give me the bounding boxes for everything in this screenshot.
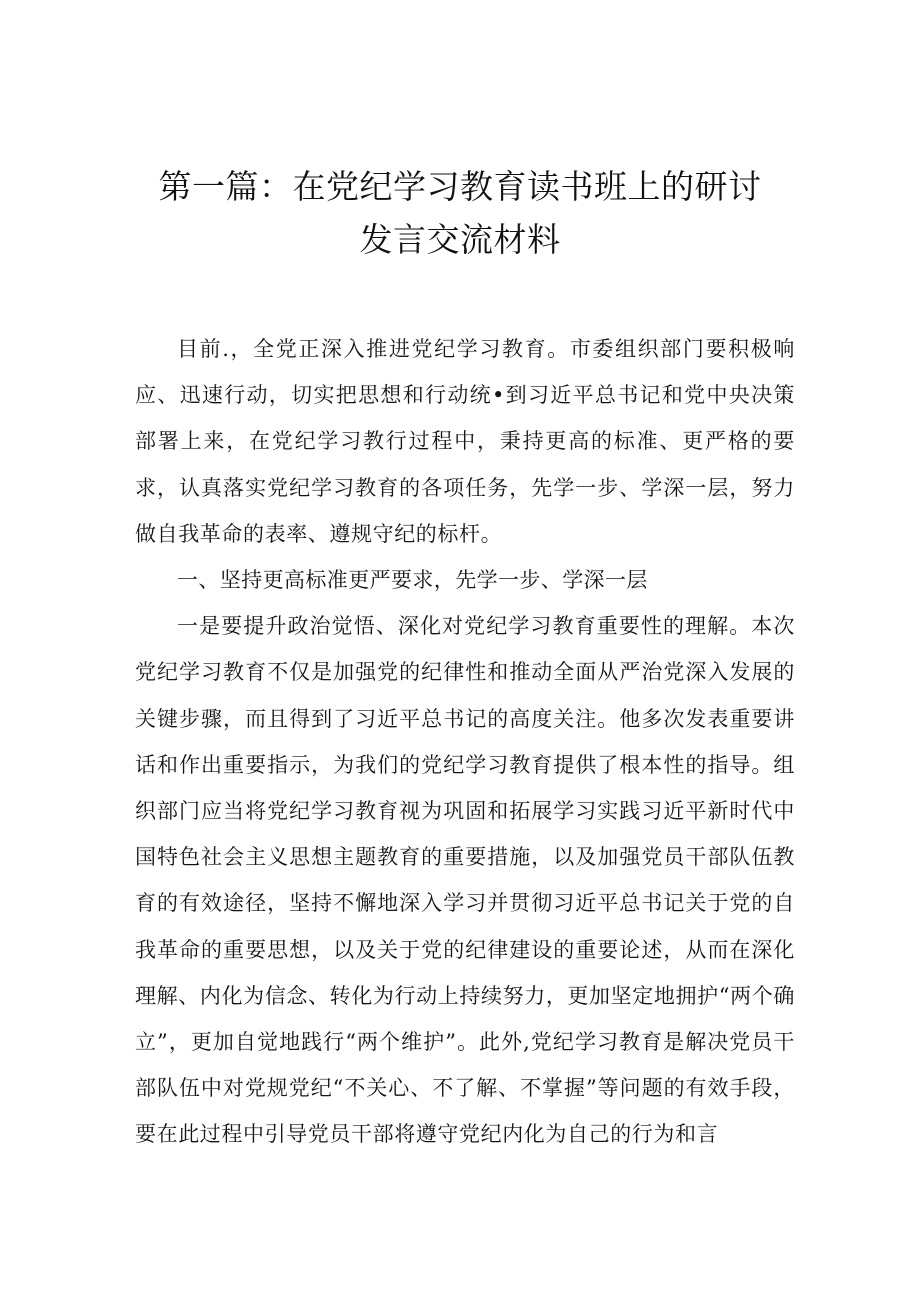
paragraph-section-1: 一是要提升政治觉悟、深化对党纪学习教育重要性的理解。本次党纪学习教育不仅是加强党的纪律性和推动全面从严治党深入发展的关键步骤，而且得到了习近平总书记的高度关注。他多次发表重要讲话和作出重要指示，为我们的党纪学习教育提供了根本性的指导。组织部门应当将党纪学习教育视为巩固和拓展学习实践习近平新时代中国特色社会主义思想主题教育的重要措施，以及加强党员干部队伍教育的有效途径，坚持不懈地深入学习并贯彻习近平总书记关于党的自我革命的重要思想，以及关于党的纪律建设的重要论述，从而在深化理解、内化为信念、转化为行动上持续努力，更加坚定地拥护“两个确立”，更加自觉地践行“两个维护”。此外,党纪学习教育是解决党员干部队伍中对党规党纪“不关心、不了解、不掌握”等问题的有效手段，要在此过程中引导党员干部将遵守党纪内化为自己的行为和言 (135, 614, 795, 1147)
title-line-1: 第一篇：在党纪学习教育读书班上的研讨 (158, 167, 762, 206)
title-line-2: 发言交流材料 (359, 220, 561, 259)
document-body (135, 326, 795, 1158)
document-title (0, 160, 920, 266)
paragraph-intro: 目前.，全党正深入推进党纪学习教育。市委组织部门要积极响应、迅速行动，切实把思想和行动统•到习近平总书记和党中央决策部署上来，在党纪学习教行过程中，秉持更高的标准、更严格的要求，认真落实党纪学习教育的各项任务，先学一步、学深一层，努力做自我革命的表率、遵规守纪的标杆。 (135, 337, 795, 546)
section-heading-1: 一、坚持更高标准更严要求，先学一步、学深一层 (177, 568, 648, 593)
